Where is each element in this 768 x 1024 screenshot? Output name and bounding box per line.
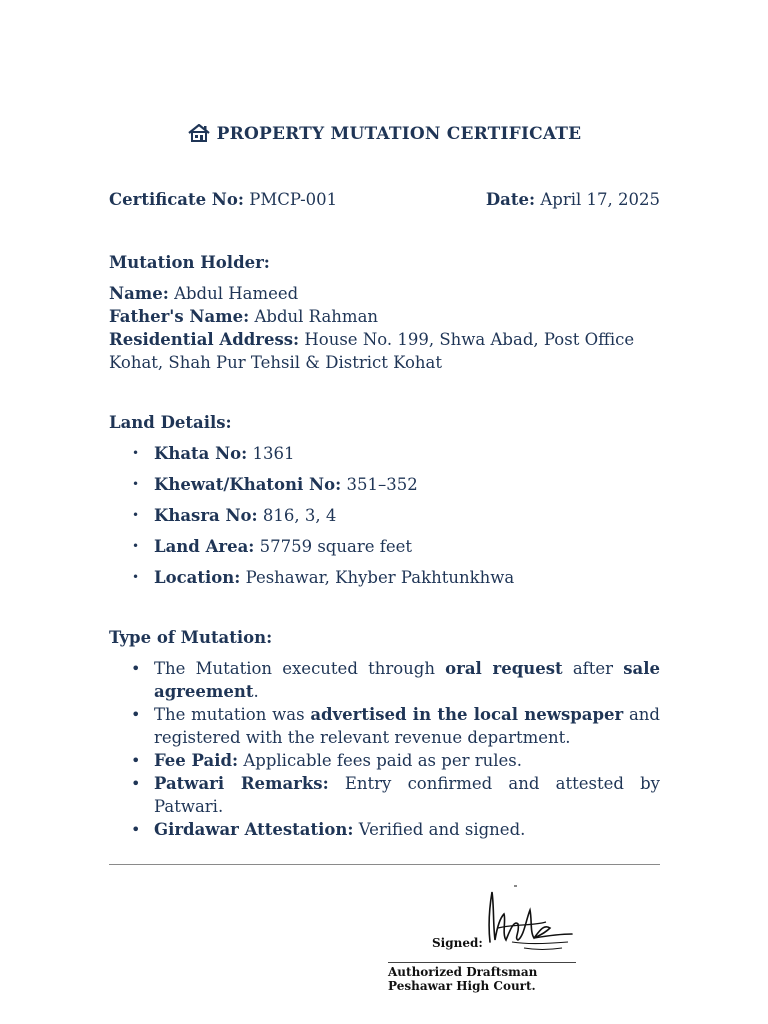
signed-label: Signed: xyxy=(432,936,483,950)
mutation-text: The Mutation executed through xyxy=(154,659,446,678)
bullet-dot: • xyxy=(131,774,141,793)
land-item-label: Khasra No: xyxy=(154,506,258,525)
certificate-number-value: PMCP-001 xyxy=(249,190,338,209)
certificate-number-label: Certificate No: xyxy=(109,190,244,209)
authority-court: Peshawar High Court. xyxy=(388,979,536,993)
holder-address-label: Residential Address: xyxy=(109,330,300,349)
land-list xyxy=(109,442,660,597)
bullet-dot: • xyxy=(132,508,140,522)
certificate-number xyxy=(109,190,337,209)
land-item-value: 1361 xyxy=(252,444,295,463)
mutation-label: Girdawar Attestation: xyxy=(154,820,354,839)
mutation-list xyxy=(109,657,660,841)
mutation-text: Applicable fees paid as per rules. xyxy=(238,751,522,770)
certificate-date-label: Date: xyxy=(485,190,536,209)
certificate-date-value: April 17, 2025 xyxy=(540,190,660,209)
mutation-label: Patwari Remarks: xyxy=(154,774,329,793)
list-item xyxy=(109,703,660,749)
title-text: PROPERTY MUTATION CERTIFICATE xyxy=(216,124,582,144)
land-item-label: Khewat/Khatoni No: xyxy=(154,475,342,494)
mutation-text: Entry confirmed and attested by Patwari. xyxy=(154,774,660,816)
land-heading: Land Details: xyxy=(109,413,232,432)
holder-heading: Mutation Holder: xyxy=(109,253,270,272)
list-item xyxy=(109,566,660,597)
list-item xyxy=(109,504,660,535)
holder-father-label: Father's Name: xyxy=(109,307,250,326)
mutation-text: The mutation was xyxy=(154,705,311,724)
mutation-emphasis: advertised in the local newspaper xyxy=(310,705,624,724)
mutation-text: and registered with the relevant revenue department. xyxy=(154,705,660,747)
signature-image xyxy=(484,884,576,956)
holder-address-value: House No. 199, Shwa Abad, Post Office Kohat, Shah Pur Tehsil & District Kohat xyxy=(109,330,635,372)
land-item-label: Land Area: xyxy=(154,537,255,556)
bullet-dot: • xyxy=(131,659,141,678)
signature-line xyxy=(388,962,576,963)
holder-section xyxy=(109,251,660,374)
holder-father-value: Abdul Rahman xyxy=(254,307,379,326)
land-section xyxy=(109,411,660,597)
holder-father xyxy=(109,305,660,328)
signature-block xyxy=(388,880,608,1000)
mutation-emphasis: sale agreement xyxy=(154,659,660,701)
holder-address xyxy=(109,328,660,374)
bullet-dot: • xyxy=(132,570,140,584)
land-item-label: Location: xyxy=(154,568,241,587)
certificate-meta xyxy=(109,190,660,209)
mutation-text: . xyxy=(253,682,259,701)
mutation-emphasis: oral request xyxy=(445,659,563,678)
mutation-label: Fee Paid: xyxy=(154,751,239,770)
land-item-value: 57759 square feet xyxy=(259,537,413,556)
land-item-value: Peshawar, Khyber Pakhtunkhwa xyxy=(245,568,515,587)
bullet-dot: • xyxy=(131,751,141,770)
bullet-dot: • xyxy=(131,820,141,839)
list-item xyxy=(109,473,660,504)
holder-name xyxy=(109,282,660,305)
list-item xyxy=(109,749,660,772)
list-item xyxy=(109,442,660,473)
page-title xyxy=(0,124,768,144)
bullet-dot: • xyxy=(132,477,140,491)
certificate-date xyxy=(486,190,660,209)
holder-name-value: Abdul Hameed xyxy=(174,284,299,303)
list-item xyxy=(109,535,660,566)
list-item xyxy=(109,772,660,818)
bullet-dot: • xyxy=(132,446,140,460)
holder-name-label: Name: xyxy=(109,284,169,303)
list-item xyxy=(109,818,660,841)
divider xyxy=(109,864,660,865)
bullet-dot: • xyxy=(131,705,141,724)
mutation-section xyxy=(109,626,660,841)
mutation-text: Verified and signed. xyxy=(353,820,526,839)
land-item-value: 816, 3, 4 xyxy=(262,506,337,525)
authority-title: Authorized Draftsman xyxy=(388,965,538,979)
mutation-heading: Type of Mutation: xyxy=(109,628,273,647)
land-item-label: Khata No: xyxy=(154,444,248,463)
mutation-text: after xyxy=(562,659,624,678)
bullet-dot: • xyxy=(132,539,140,553)
house-icon xyxy=(187,124,211,142)
list-item xyxy=(109,657,660,703)
land-item-value: 351–352 xyxy=(346,475,418,494)
